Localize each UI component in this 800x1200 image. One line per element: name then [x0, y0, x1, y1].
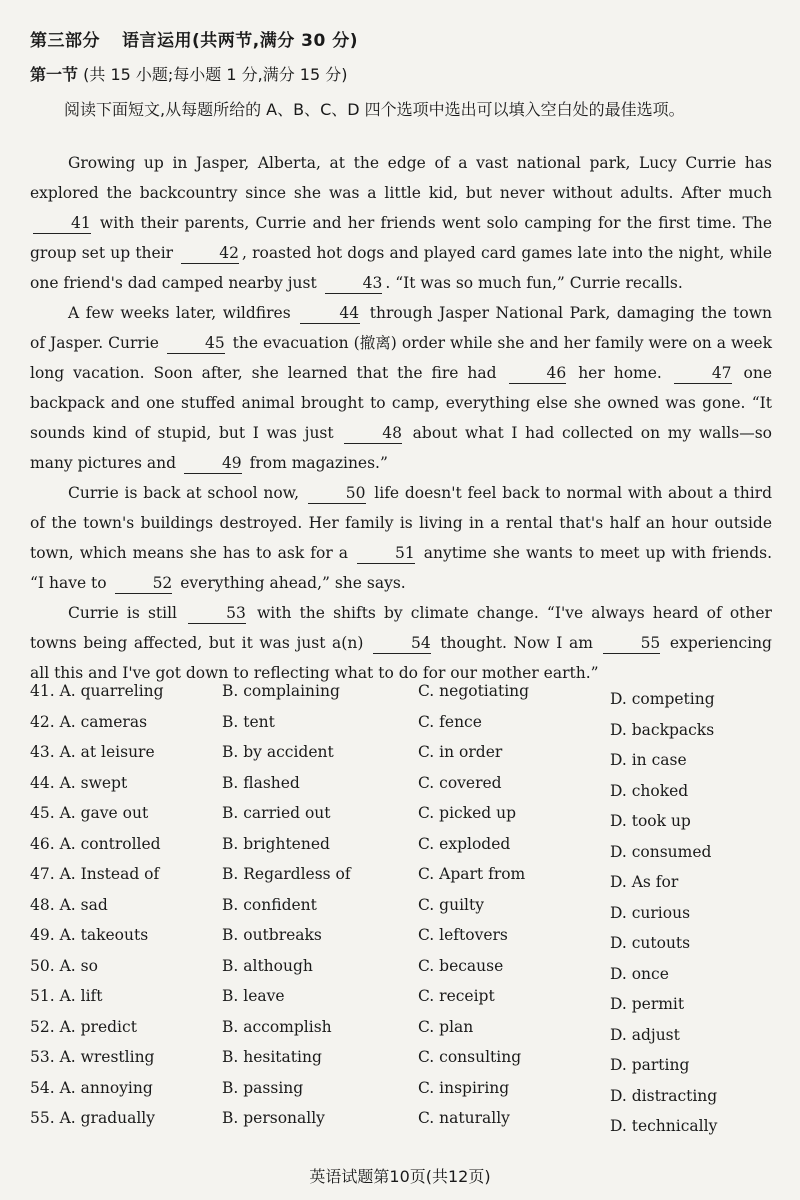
option-row: [30, 804, 770, 835]
option-d: D. As for: [610, 873, 679, 891]
option-a: 51. A. lift: [30, 987, 103, 1005]
option-row: [30, 1109, 770, 1140]
option-c: C. picked up: [418, 804, 517, 822]
section-heading: [30, 62, 348, 85]
blank-49: 49: [184, 453, 242, 474]
option-d: D. cutouts: [610, 934, 691, 952]
option-row: [30, 743, 770, 774]
option-d: D. distracting: [610, 1086, 718, 1105]
option-b: B. leave: [222, 987, 285, 1005]
option-c: C. exploded: [418, 834, 511, 853]
option-b: B. passing: [222, 1078, 304, 1097]
option-a: 48. A. sad: [30, 895, 108, 914]
option-c: C. consulting: [418, 1048, 522, 1066]
passage-text: from magazines.”: [249, 454, 388, 472]
passage-text: life doesn't feel back to normal with about a third of the town's buildings destroyed. Her family is living in a rental that's half an hour outside town, which means she has to ask for a: [30, 484, 772, 562]
option-d: D. curious: [610, 903, 691, 922]
option-d: D. in case: [610, 751, 687, 769]
options-list: [30, 682, 770, 1140]
paragraph-2: [30, 298, 772, 478]
passage-text: , roasted hot dogs and played card games late into the night, while one friend's dad camped nearby just: [30, 244, 772, 292]
option-d: D. backpacks: [610, 720, 715, 739]
blank-50: 50: [308, 483, 366, 504]
option-a: 42. A. cameras: [30, 712, 148, 731]
passage-text: about what I had collected on my walls—so many pictures and: [30, 424, 772, 472]
blank-48: 48: [344, 423, 402, 444]
option-a: 45. A. gave out: [30, 804, 149, 822]
option-b: B. by accident: [222, 743, 334, 761]
option-c: C. naturally: [418, 1109, 510, 1127]
option-a: 54. A. annoying: [30, 1078, 153, 1097]
passage-text: thought. Now I am: [440, 634, 593, 652]
option-c: C. Apart from: [418, 865, 526, 883]
option-row: [30, 1018, 770, 1049]
part-title: 语言运用(共两节,满分 30 分): [122, 31, 358, 51]
option-d: D. consumed: [610, 842, 712, 861]
option-a: 44. A. swept: [30, 773, 128, 792]
option-d: D. technically: [610, 1117, 718, 1135]
option-b: B. complaining: [222, 682, 340, 700]
option-row: [30, 865, 770, 896]
blank-55: 55: [603, 633, 661, 654]
option-row: [30, 774, 770, 805]
blank-42: 42: [181, 243, 239, 264]
option-a: 43. A. at leisure: [30, 743, 155, 761]
option-a: 46. A. controlled: [30, 834, 161, 853]
option-c: C. in order: [418, 743, 503, 761]
blank-54: 54: [373, 633, 431, 654]
passage-text: Currie is back at school now,: [68, 484, 300, 502]
option-c: C. guilty: [418, 895, 484, 914]
option-c: C. because: [418, 956, 504, 975]
option-row: [30, 926, 770, 957]
passage-text: one backpack and one stuffed animal brought to camp, everything else she owned was gone. “It sounds kind of stupid, but I was just: [30, 364, 773, 442]
passage-text: A few weeks later, wildfires: [68, 304, 291, 322]
option-row: [30, 835, 770, 866]
page-footer: 英语试题第10页(共12页): [309, 1167, 491, 1186]
passage-text: through Jasper National Park, damaging the town of Jasper. Currie: [30, 304, 772, 352]
blank-45: 45: [167, 333, 225, 354]
blank-52: 52: [115, 573, 173, 594]
passage-text: Currie is still: [68, 604, 178, 622]
passage-text: anytime she wants to meet up with friends. “I have to: [30, 544, 773, 592]
option-b: B. tent: [222, 712, 275, 731]
option-d: D. permit: [610, 995, 685, 1013]
section-label: 第一节: [30, 65, 79, 84]
option-c: C. covered: [418, 773, 502, 792]
blank-47: 47: [674, 363, 732, 384]
blank-53: 53: [188, 603, 246, 624]
option-b: B. outbreaks: [222, 926, 322, 944]
section-info: (共 15 小题;每小题 1 分,满分 15 分): [83, 65, 348, 84]
option-b: B. although: [222, 956, 313, 975]
option-a: 50. A. so: [30, 956, 98, 975]
passage-text: everything ahead,” she says.: [180, 574, 406, 592]
part-label: 第三部分: [30, 31, 100, 51]
option-row: [30, 957, 770, 988]
option-a: 55. A. gradually: [30, 1109, 156, 1127]
passage-text: her home.: [578, 364, 662, 382]
paragraph-4: [30, 598, 772, 688]
blank-51: 51: [357, 543, 415, 564]
paragraph-1: [30, 148, 772, 298]
option-row: [30, 896, 770, 927]
option-b: B. Regardless of: [222, 865, 351, 883]
option-c: C. inspiring: [418, 1078, 510, 1097]
option-c: C. leftovers: [418, 926, 508, 944]
passage-text: . “It was so much fun,” Currie recalls.: [385, 274, 683, 292]
option-a: 49. A. takeouts: [30, 926, 149, 944]
passage-text: the evacuation (撤离) order while she and her family were on a week long vacation. Soon after, she learned that the fire had: [30, 334, 772, 382]
option-d: D. took up: [610, 812, 691, 830]
passage: [30, 148, 772, 688]
option-c: C. negotiating: [418, 682, 530, 700]
option-row: [30, 1079, 770, 1110]
option-row: [30, 682, 770, 713]
blank-44: 44: [300, 303, 360, 324]
instruction: 阅读下面短文,从每题所给的 A、B、C、D 四个选项中选出可以填入空白处的最佳选项。: [64, 100, 685, 119]
option-b: B. carried out: [222, 804, 331, 822]
option-a: 47. A. Instead of: [30, 865, 160, 883]
option-b: B. accomplish: [222, 1017, 332, 1036]
option-b: B. personally: [222, 1109, 325, 1127]
option-row: [30, 713, 770, 744]
passage-text: experiencing all this and I've got down to reflecting what to do for our mother earth.”: [30, 634, 772, 682]
option-b: B. brightened: [222, 834, 330, 853]
blank-43: 43: [325, 273, 383, 294]
option-a: 53. A. wrestling: [30, 1048, 155, 1066]
option-d: D. parting: [610, 1056, 690, 1074]
option-d: D. choked: [610, 781, 689, 800]
option-b: B. flashed: [222, 773, 300, 792]
paragraph-3: [30, 478, 772, 598]
option-d: D. once: [610, 964, 669, 983]
option-c: C. receipt: [418, 987, 495, 1005]
option-d: D. adjust: [610, 1025, 680, 1044]
option-c: C. fence: [418, 712, 482, 731]
option-b: B. hesitating: [222, 1048, 322, 1066]
option-b: B. confident: [222, 895, 317, 914]
passage-text: with the shifts by climate change. “I've always heard of other towns being affected, but it was just a(n): [30, 604, 772, 652]
option-row: [30, 987, 770, 1018]
option-a: 52. A. predict: [30, 1017, 137, 1036]
passage-text: with their parents, Currie and her friends went solo camping for the first time. The group set up their: [30, 214, 772, 262]
option-row: [30, 1048, 770, 1079]
passage-text: Growing up in Jasper, Alberta, at the edge of a vast national park, Lucy Currie has explored the backcountry since she was a little kid, but never without adults. After much: [30, 154, 772, 202]
part-heading: [30, 26, 358, 51]
blank-46: 46: [509, 363, 567, 384]
option-a: 41. A. quarreling: [30, 682, 164, 700]
option-d: D. competing: [610, 690, 715, 708]
option-c: C. plan: [418, 1017, 474, 1036]
blank-41: 41: [33, 213, 91, 234]
